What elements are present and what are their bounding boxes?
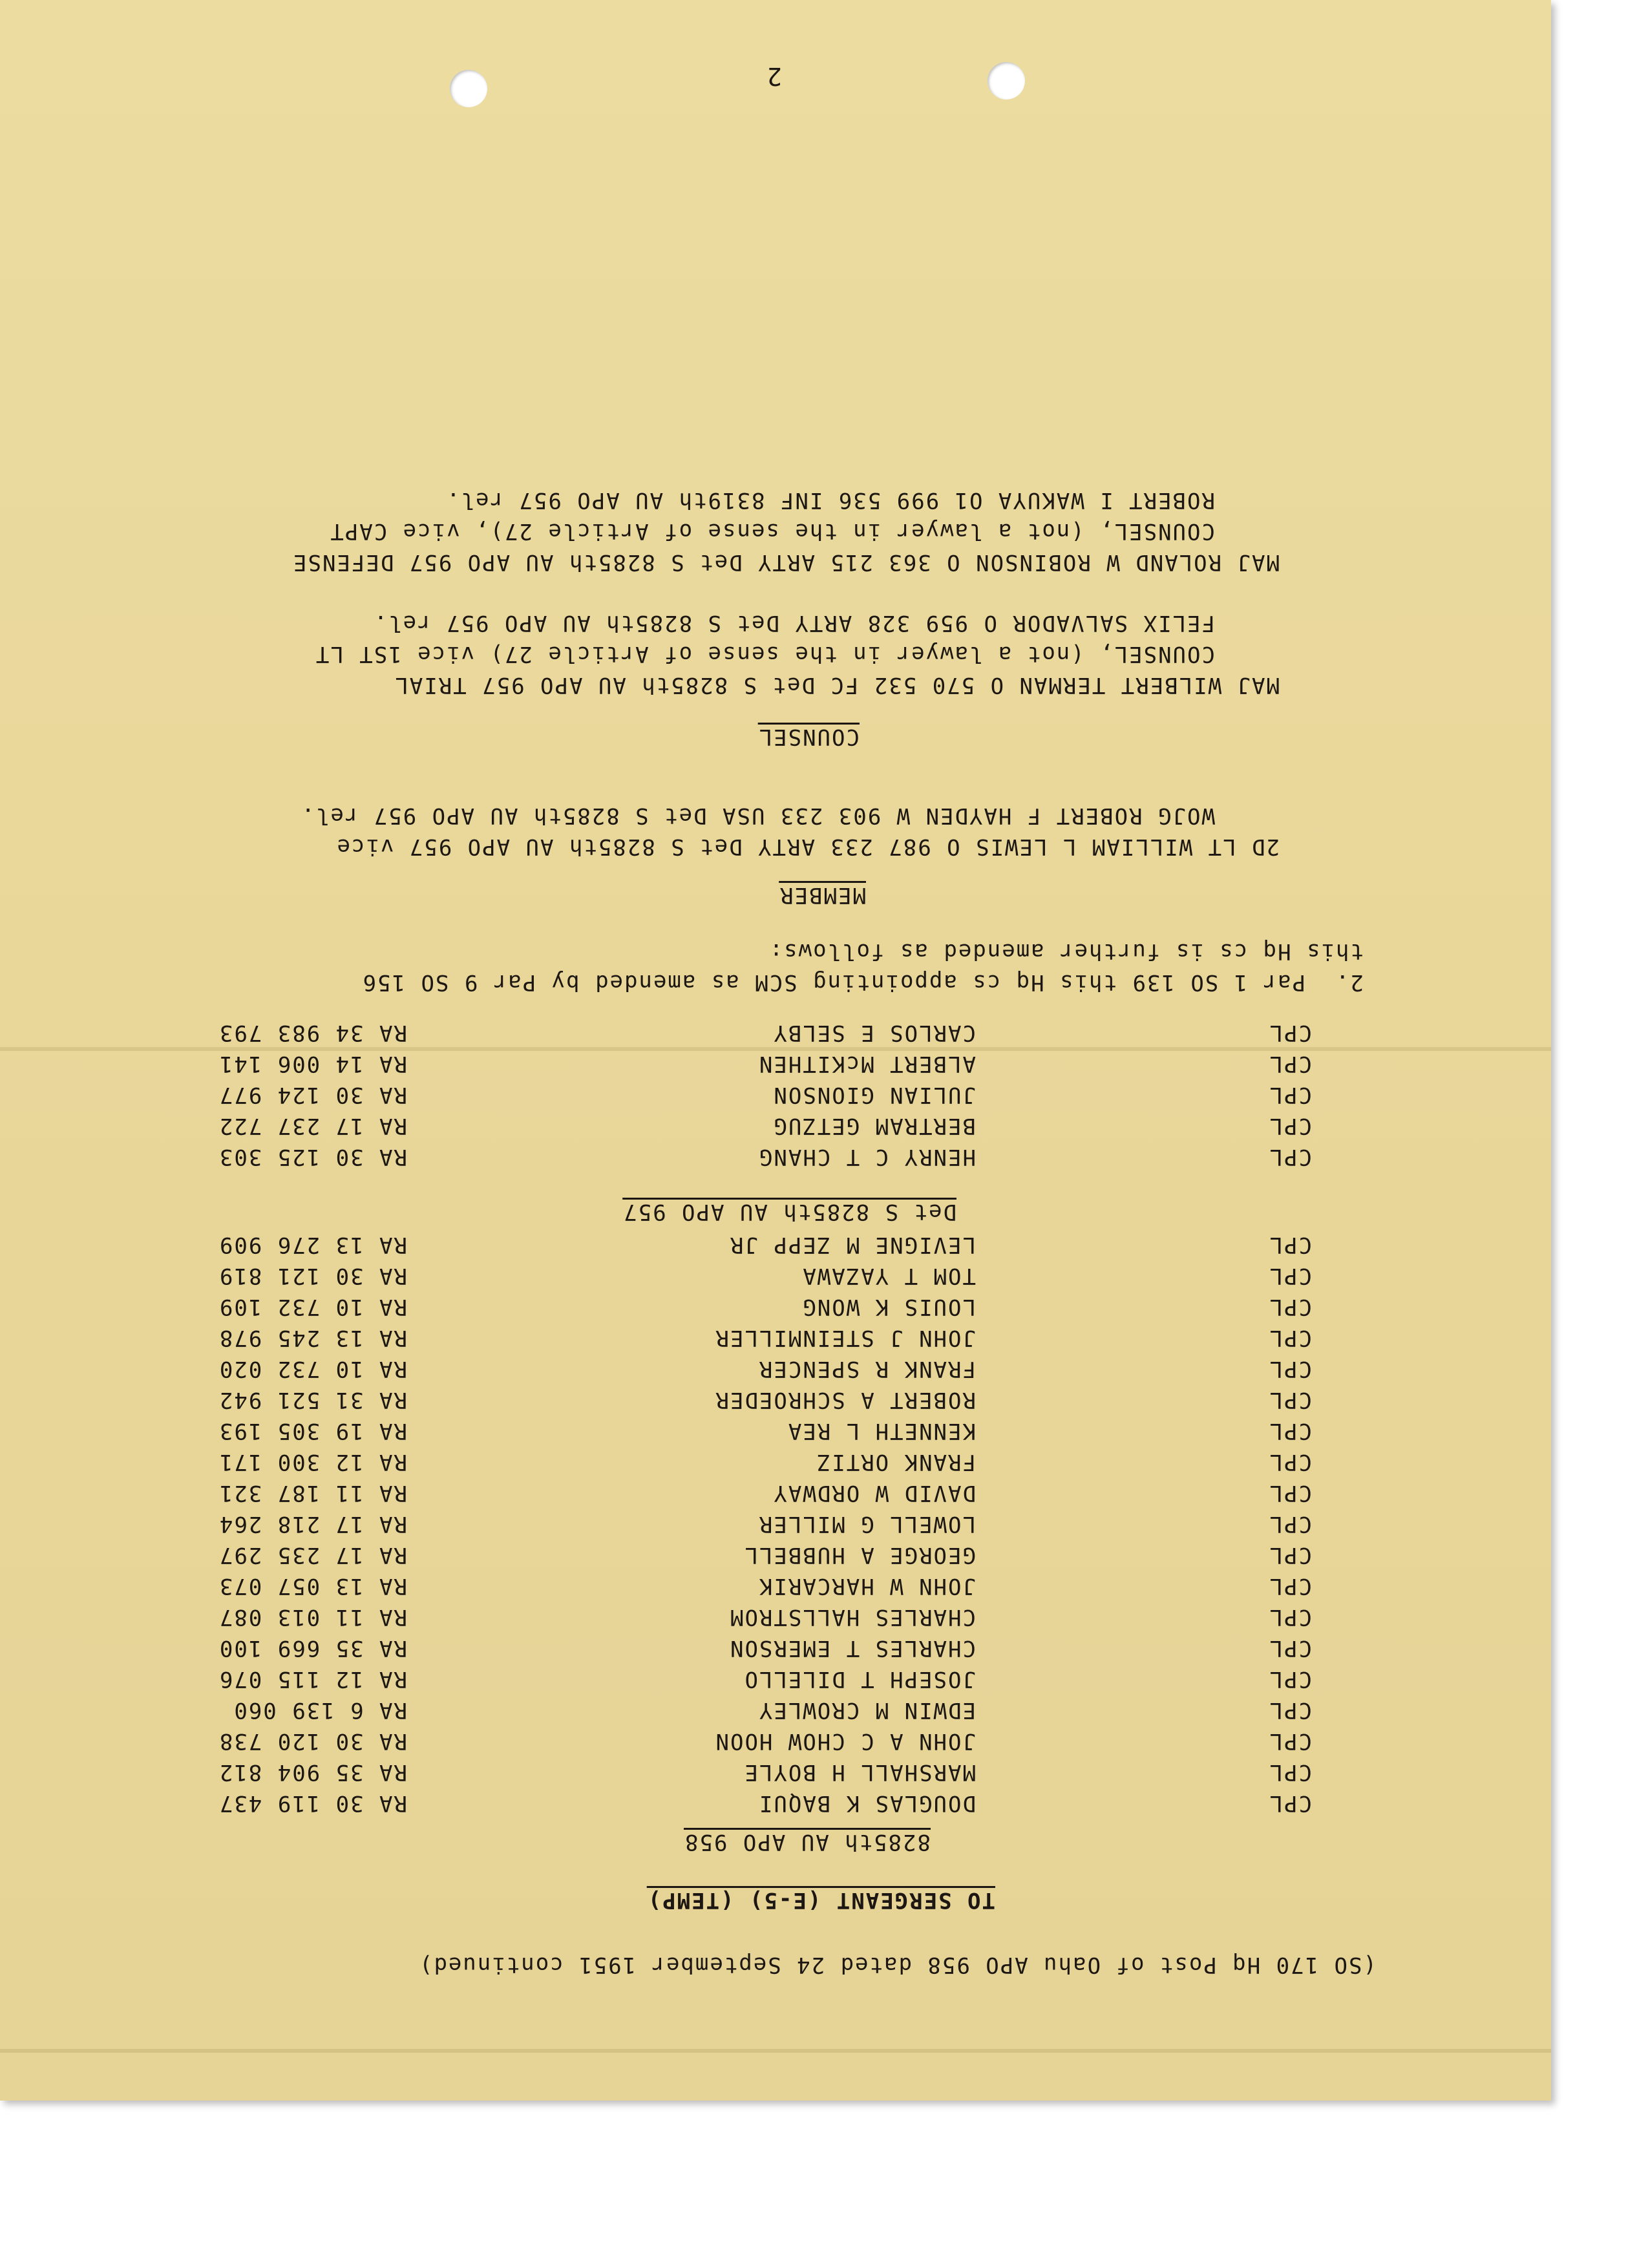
roster-name: JULIAN GIONSON	[772, 1082, 976, 1108]
roster-name: CHARLES HALLSTROM	[729, 1604, 976, 1630]
unit-2-heading: Det S 8285th AU APO 957	[622, 1199, 956, 1225]
counsel-heading: COUNSEL	[757, 724, 860, 750]
roster-grade: CPL	[1268, 1325, 1312, 1351]
roster-row	[149, 1757, 1312, 1785]
roster-serial-number: RA 11 187 321	[218, 1480, 407, 1506]
roster-grade: CPL	[1268, 1728, 1312, 1754]
trial-line3: FELIX SALVADOR O 959 328 ARTY Det S 8285th AU APO 957 rel.	[372, 610, 1215, 636]
member-line1: 2D LT WILLIAM L LEWIS O 987 233 ARTY Det S 8285th AU APO 957 vice	[335, 834, 1280, 860]
roster-row	[149, 1540, 1312, 1568]
roster-grade: CPL	[1268, 1759, 1312, 1785]
roster-serial-number: RA 12 300 171	[218, 1449, 407, 1475]
roster-name: DAVID W ORDWAY	[772, 1480, 976, 1506]
para2-line1: 2. Par 1 SO 139 this Hq cs appointing SCM as amended by Par 9 SO 156	[361, 970, 1364, 995]
roster-serial-number: RA 30 119 437	[218, 1790, 407, 1816]
unit-1-heading: 8285th AU APO 958	[684, 1829, 931, 1855]
roster-row	[149, 1141, 1312, 1170]
roster-serial-number: RA 30 120 738	[218, 1728, 407, 1754]
roster-name: FRANK ORTIZ	[816, 1449, 976, 1475]
roster-row	[149, 1415, 1312, 1444]
roster-row	[149, 1229, 1312, 1258]
roster-name: HENRY C T CHANG	[757, 1144, 976, 1170]
roster-grade: CPL	[1268, 1480, 1312, 1506]
roster-grade: CPL	[1268, 1604, 1312, 1630]
roster-serial-number: RA 17 235 297	[218, 1542, 407, 1568]
page-number: 2	[766, 62, 782, 90]
roster-name: LOUIS K WONG	[801, 1294, 976, 1320]
roster-grade: CPL	[1268, 1263, 1312, 1289]
roster-row	[149, 1353, 1312, 1382]
roster-serial-number: RA 31 521 942	[218, 1387, 407, 1413]
member-heading: MEMBER	[779, 882, 866, 908]
roster-grade: CPL	[1268, 1542, 1312, 1568]
roster-grade: CPL	[1268, 1144, 1312, 1170]
roster-name: ROBERT A SCHROEDER	[714, 1387, 976, 1413]
roster-serial-number: RA 6 139 060	[233, 1697, 407, 1723]
roster-serial-number: RA 13 245 978	[218, 1325, 407, 1351]
roster-serial-number: RA 11 013 087	[218, 1604, 407, 1630]
roster-name: GEORGE A HUBBELL	[743, 1542, 976, 1568]
roster-name: BERTRAM GETZUG	[772, 1113, 976, 1139]
roster-grade: CPL	[1268, 1020, 1312, 1046]
roster-row	[149, 1664, 1312, 1692]
roster-serial-number: RA 30 121 819	[218, 1263, 407, 1289]
roster-row	[149, 1695, 1312, 1723]
roster-serial-number: RA 35 904 812	[218, 1759, 407, 1785]
roster-grade: CPL	[1268, 1232, 1312, 1258]
roster-name: JOSEPH T DILELLO	[743, 1666, 976, 1692]
roster-row	[149, 1048, 1312, 1077]
roster-row	[149, 1110, 1312, 1139]
roster-serial-number: RA 30 124 977	[218, 1082, 407, 1108]
roster-row	[149, 1602, 1312, 1630]
roster-grade: CPL	[1268, 1294, 1312, 1320]
roster-name: ALBERT McKITHEN	[757, 1051, 976, 1077]
roster-row	[149, 1322, 1312, 1351]
defense-line2: COUNSEL, (not a lawyer in the sense of Article 27), vice CAPT	[329, 518, 1215, 544]
roster-serial-number: RA 19 305 193	[218, 1418, 407, 1444]
roster-grade: CPL	[1268, 1573, 1312, 1599]
roster-name: JOHN W HARCARIK	[757, 1573, 976, 1599]
roster-serial-number: RA 30 125 303	[218, 1144, 407, 1170]
roster-row	[149, 1571, 1312, 1599]
roster-row	[149, 1478, 1312, 1506]
roster-serial-number: RA 14 006 141	[218, 1051, 407, 1077]
roster-grade: CPL	[1268, 1511, 1312, 1537]
roster-name: MARSHALL H BOYLE	[743, 1759, 976, 1785]
roster-name: EDWIN M CROWLEY	[757, 1697, 976, 1723]
roster-grade: CPL	[1268, 1418, 1312, 1444]
roster-serial-number: RA 12 115 076	[218, 1666, 407, 1692]
roster-serial-number: RA 17 218 264	[218, 1511, 407, 1537]
roster-grade: CPL	[1268, 1082, 1312, 1108]
roster-name: LOWELL G MILLER	[757, 1511, 976, 1537]
roster-row	[149, 1447, 1312, 1475]
roster-name: DOUGLAS K BAQUI	[757, 1790, 976, 1816]
roster-grade: CPL	[1268, 1790, 1312, 1816]
member-line2: WOJG ROBERT F HAYDEN W 903 233 USA Det S 8285th AU APO 957 rel.	[300, 803, 1215, 829]
roster-name: CARLOS E SELBY	[772, 1020, 976, 1046]
roster-serial-number: RA 13 057 073	[218, 1573, 407, 1599]
roster-row	[149, 1509, 1312, 1537]
roster-serial-number: RA 35 669 100	[218, 1635, 407, 1661]
section-title: TO SERGEANT (E-5) (TEMP)	[646, 1887, 995, 1913]
roster-grade: CPL	[1268, 1113, 1312, 1139]
roster-grade: CPL	[1268, 1356, 1312, 1382]
defense-line3: ROBERT I WAKUYA O1 999 536 INF 8319th AU APO 957 rel.	[445, 487, 1215, 513]
roster-serial-number: RA 17 237 722	[218, 1113, 407, 1139]
roster-name: LEVIGNE M ZEPP JR	[729, 1232, 976, 1258]
roster-row	[149, 1291, 1312, 1320]
roster-name: KENNETH L REA	[787, 1418, 976, 1444]
trial-line1: MAJ WILBERT TERMAN O 570 532 FC Det S 8285th AU APO 957 TRIAL	[394, 672, 1280, 698]
roster-serial-number: RA 34 983 793	[218, 1020, 407, 1046]
header-continued: (SO 170 Hq Post of Oahu APO 958 dated 24 September 1951 continued)	[417, 1952, 1377, 1978]
roster-grade: CPL	[1268, 1666, 1312, 1692]
roster-row	[149, 1726, 1312, 1754]
roster-serial-number: RA 10 732 109	[218, 1294, 407, 1320]
roster-name: JOHN J STEINMILLER	[714, 1325, 976, 1351]
roster-row	[149, 1384, 1312, 1413]
roster-serial-number: RA 13 276 909	[218, 1232, 407, 1258]
roster-name: JOHN A C CHOW HOON	[714, 1728, 976, 1754]
para2-line2: this Hq cs is further amended as follows:	[768, 938, 1364, 964]
roster-name: CHARLES T EMERSON	[729, 1635, 976, 1661]
roster-grade: CPL	[1268, 1387, 1312, 1413]
roster-serial-number: RA 10 732 020	[218, 1356, 407, 1382]
roster-row	[149, 1260, 1312, 1289]
roster-row	[149, 1633, 1312, 1661]
roster-grade: CPL	[1268, 1051, 1312, 1077]
roster-grade: CPL	[1268, 1449, 1312, 1475]
roster-grade: CPL	[1268, 1697, 1312, 1723]
roster-name: TOM T YAZAWA	[801, 1263, 976, 1289]
roster-row	[149, 1079, 1312, 1108]
roster-row	[149, 1017, 1312, 1046]
roster-name: FRANK R SPENCER	[757, 1356, 976, 1382]
roster-grade: CPL	[1268, 1635, 1312, 1661]
roster-row	[149, 1788, 1312, 1816]
trial-line2: COUNSEL, (not a lawyer in the sense of Article 27) vice 1ST LT	[314, 641, 1215, 667]
defense-line1: MAJ ROLAND W ROBINSON O 363 215 ARTY Det S 8285th AU APO 957 DEFENSE	[292, 549, 1280, 575]
